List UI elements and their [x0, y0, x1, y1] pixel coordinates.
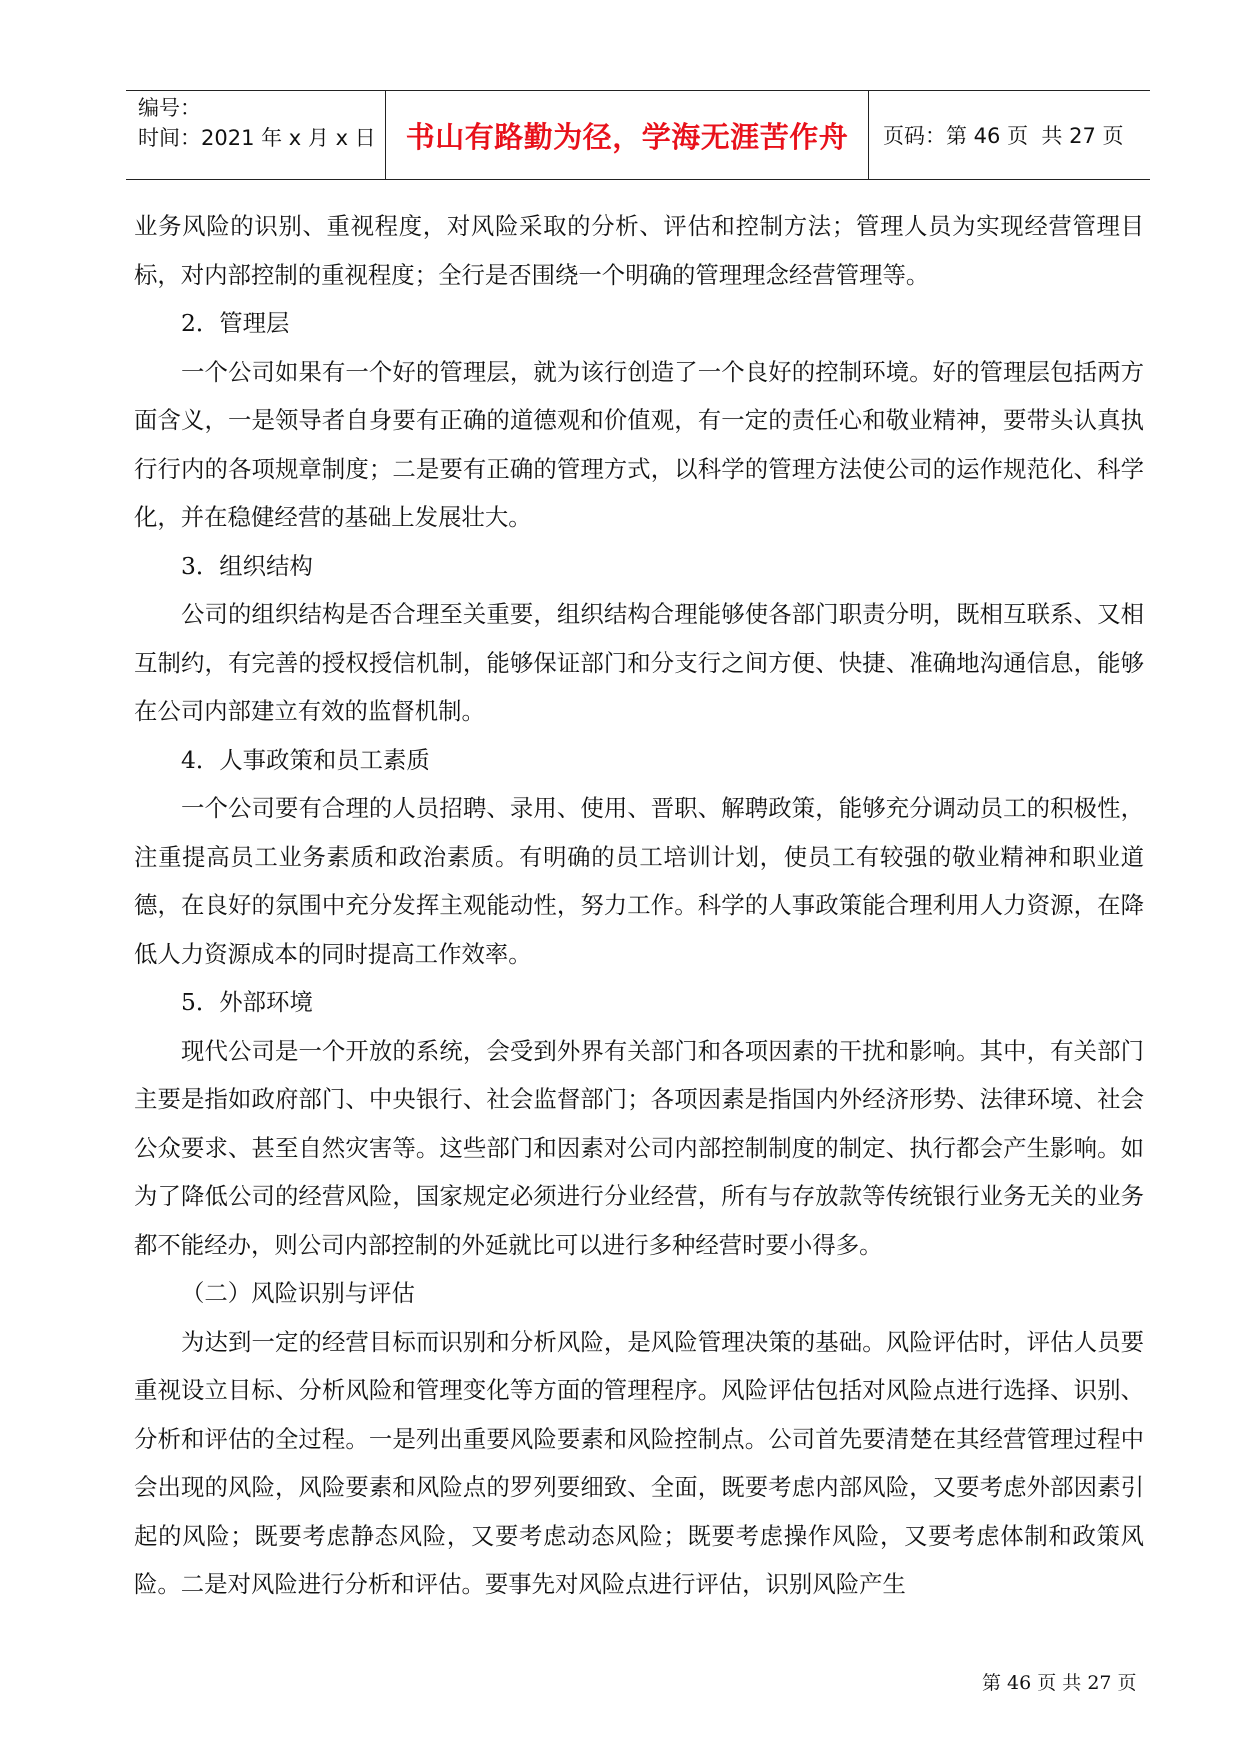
paragraph: 为达到一定的经营目标而识别和分析风险，是风险管理决策的基础。风险评估时，评估人员要重视设立目标、分析风险和管理变化等方面的管理程序。风险评估包括对风险点进行选择、识别、分析和评估的全过程。一是列出重要风险要素和风险控制点。公司首先要清楚在其经营管理过程中会出现的风险，风险要素和风险点的罗列要细致、全面，既要考虑内部风险，又要考虑外部因素引起的风险；既要考虑静态风险，又要考虑动态风险；既要考虑操作风险，又要考虑体制和政策风险。二是对风险进行分析和评估。要事先对风险点进行评估，识别风险产生 — [134, 1327, 1144, 1598]
paragraph: 一个公司如果有一个好的管理层，就为该行创造了一个良好的控制环境。好的管理层包括两方面含义，一是领导者自身要有正确的道德观和价值观，有一定的责任心和敬业精神，要带头认真执行行内的各项规章制度；二是要有正确的管理方式，以科学的管理方法使公司的运作规范化、科学化，并在稳健经营的基础上发展壮大。 — [134, 357, 1144, 531]
section-heading-risk: （二）风险识别与评估 — [181, 1279, 415, 1307]
section-heading-management: 2．管理层 — [181, 309, 290, 337]
document-body — [134, 202, 1144, 1609]
section-heading-organization: 3．组织结构 — [181, 551, 313, 580]
header-page-info: 页码：第 46 页 共 27 页 — [883, 124, 1124, 148]
paragraph: 公司的组织结构是否合理至关重要，组织结构合理能够使各部门职责分明，既相互联系、又相互制约，有完善的授权授信机制，能够保证部门和分支行之间方便、快捷、准确地沟通信息，能够在公司内部建立有效的监督机制。 — [134, 600, 1144, 725]
document-number-label: 编号： — [138, 96, 201, 120]
header-meta-cell — [126, 91, 386, 179]
section-heading-external: 5．外部环境 — [181, 988, 313, 1016]
page-footer-number: 第 46 页 共 27 页 — [982, 1672, 1137, 1694]
header-motto: 书山有路勤为径，学海无涯苦作舟 — [386, 91, 869, 179]
page-header — [126, 90, 1150, 180]
document-time: 时间：2021 年 x 月 x 日 — [138, 126, 376, 150]
paragraph: 现代公司是一个开放的系统，会受到外界有关部门和各项因素的干扰和影响。其中，有关部门主要是指如政府部门、中央银行、社会监督部门；各项因素是指国内外经济形势、法律环境、社会公众要求、甚至自然灾害等。这些部门和因素对公司内部控制制度的制定、执行都会产生影响。如为了降低公司的经营风险，国家规定必须进行分业经营，所有与存放款等传统银行业务无关的业务都不能经办，则公司内部控制的外延就比可以进行多种经营时要小得多。 — [134, 1036, 1144, 1259]
header-page-info-cell — [869, 91, 1150, 179]
paragraph: 业务风险的识别、重视程度，对风险采取的分析、评估和控制方法；管理人员为实现经营管理目标，对内部控制的重视程度；全行是否围绕一个明确的管理理念经营管理等。 — [134, 212, 1144, 289]
paragraph: 一个公司要有合理的人员招聘、录用、使用、晋职、解聘政策，能够充分调动员工的积极性，注重提高员工业务素质和政治素质。有明确的员工培训计划，使员工有较强的敬业精神和职业道德，在良好的氛围中充分发挥主观能动性，努力工作。科学的人事政策能合理利用人力资源，在降低人力资源成本的同时提高工作效率。 — [134, 794, 1144, 968]
section-heading-personnel: 4．人事政策和员工素质 — [181, 745, 430, 774]
